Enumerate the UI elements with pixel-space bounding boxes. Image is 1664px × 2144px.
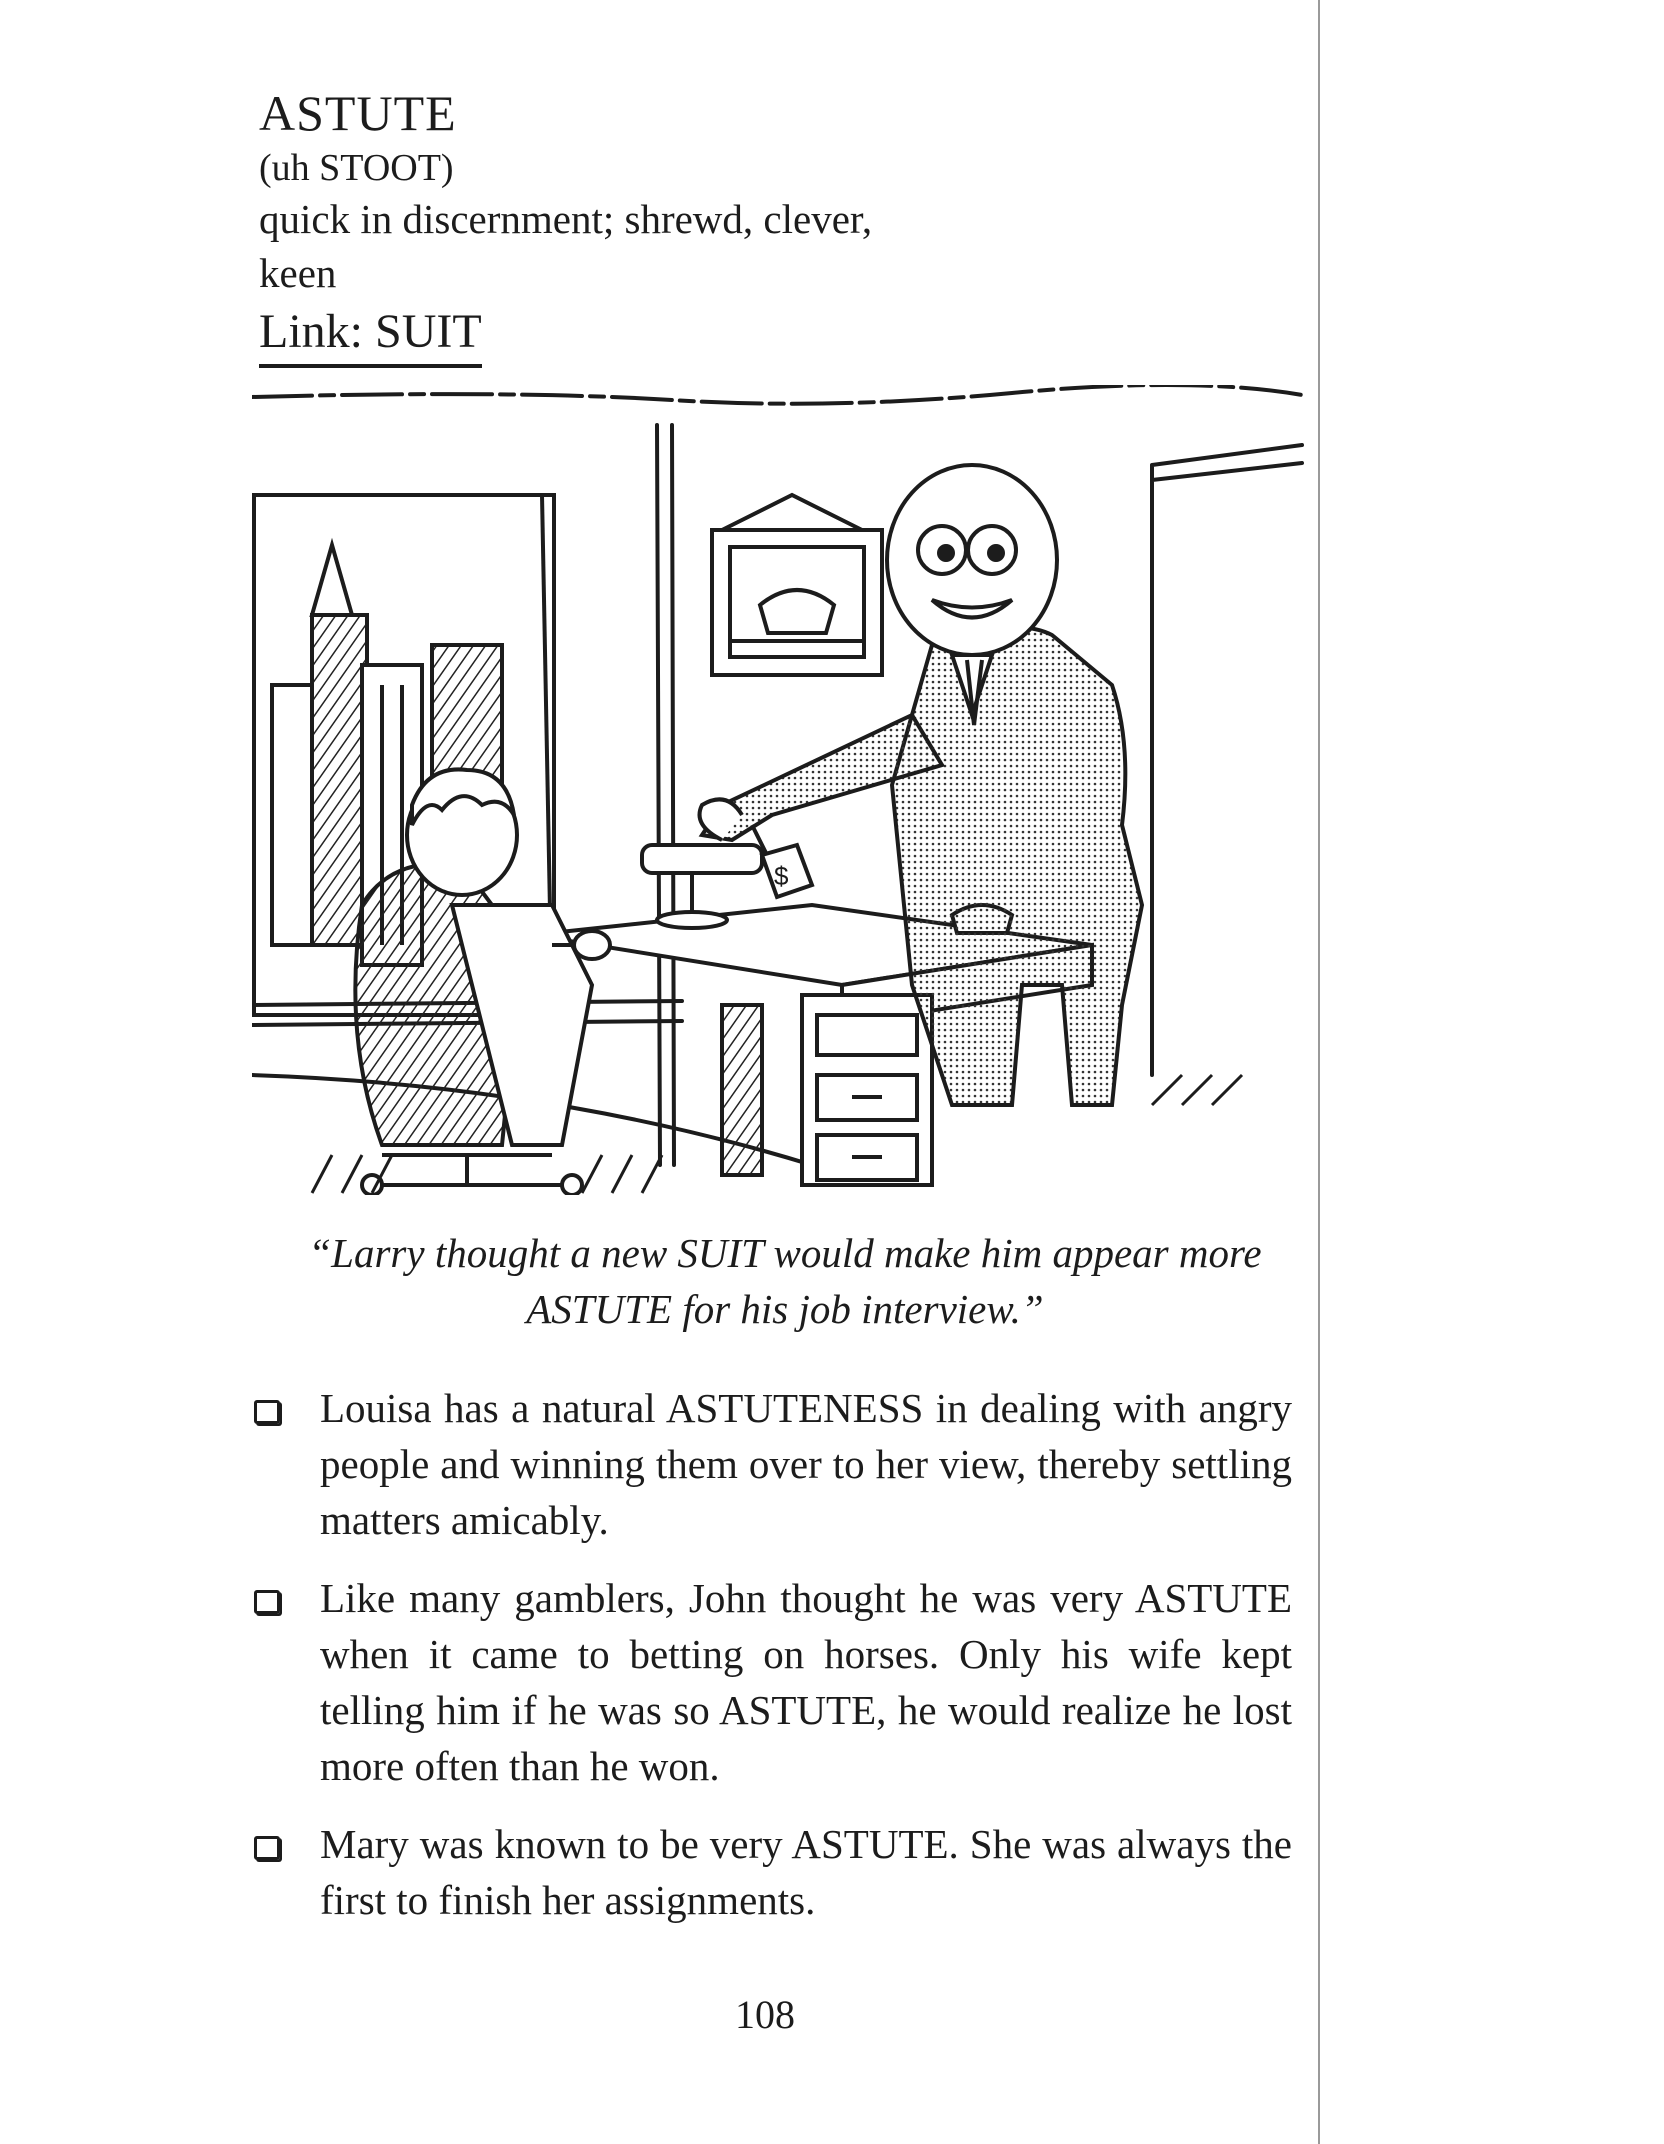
example-text: Mary was known to be very ASTUTE. She was always the first to finish her assignments. bbox=[320, 1821, 1292, 1923]
entry-header bbox=[259, 84, 959, 368]
headword: ASTUTE bbox=[259, 85, 457, 141]
framed-picture bbox=[712, 495, 882, 675]
page-edge-line bbox=[1318, 0, 1320, 2144]
example-item bbox=[252, 1570, 1292, 1794]
pronunciation: (uh STOOT) bbox=[259, 147, 454, 189]
link-word: Link: SUIT bbox=[259, 304, 482, 368]
cartoon-illustration bbox=[252, 385, 1304, 1195]
example-text: Like many gamblers, John thought he was very ASTUTE when it came to betting on horses. Only his wife kept telling him if he was so ASTUTE, he would realize he lost more often than he won. bbox=[320, 1575, 1292, 1789]
cartoon-caption: “Larry thought a new SUIT would make him appear more ASTUTE for his job interview.” bbox=[308, 1230, 1262, 1332]
example-item bbox=[252, 1380, 1292, 1548]
checkbox-icon[interactable] bbox=[254, 1836, 280, 1860]
page-number: 108 bbox=[735, 1992, 795, 2037]
checkbox-icon[interactable] bbox=[254, 1590, 280, 1614]
example-sentences bbox=[252, 1380, 1292, 1950]
example-item bbox=[252, 1816, 1292, 1928]
definition: quick in discernment; shrewd, clever, keen bbox=[259, 196, 873, 296]
example-text: Louisa has a natural ASTUTENESS in dealing with angry people and winning them over to her view, thereby settling matters amicably. bbox=[320, 1385, 1292, 1543]
price-tag-symbol: $ bbox=[774, 861, 789, 891]
checkbox-icon[interactable] bbox=[254, 1400, 280, 1424]
